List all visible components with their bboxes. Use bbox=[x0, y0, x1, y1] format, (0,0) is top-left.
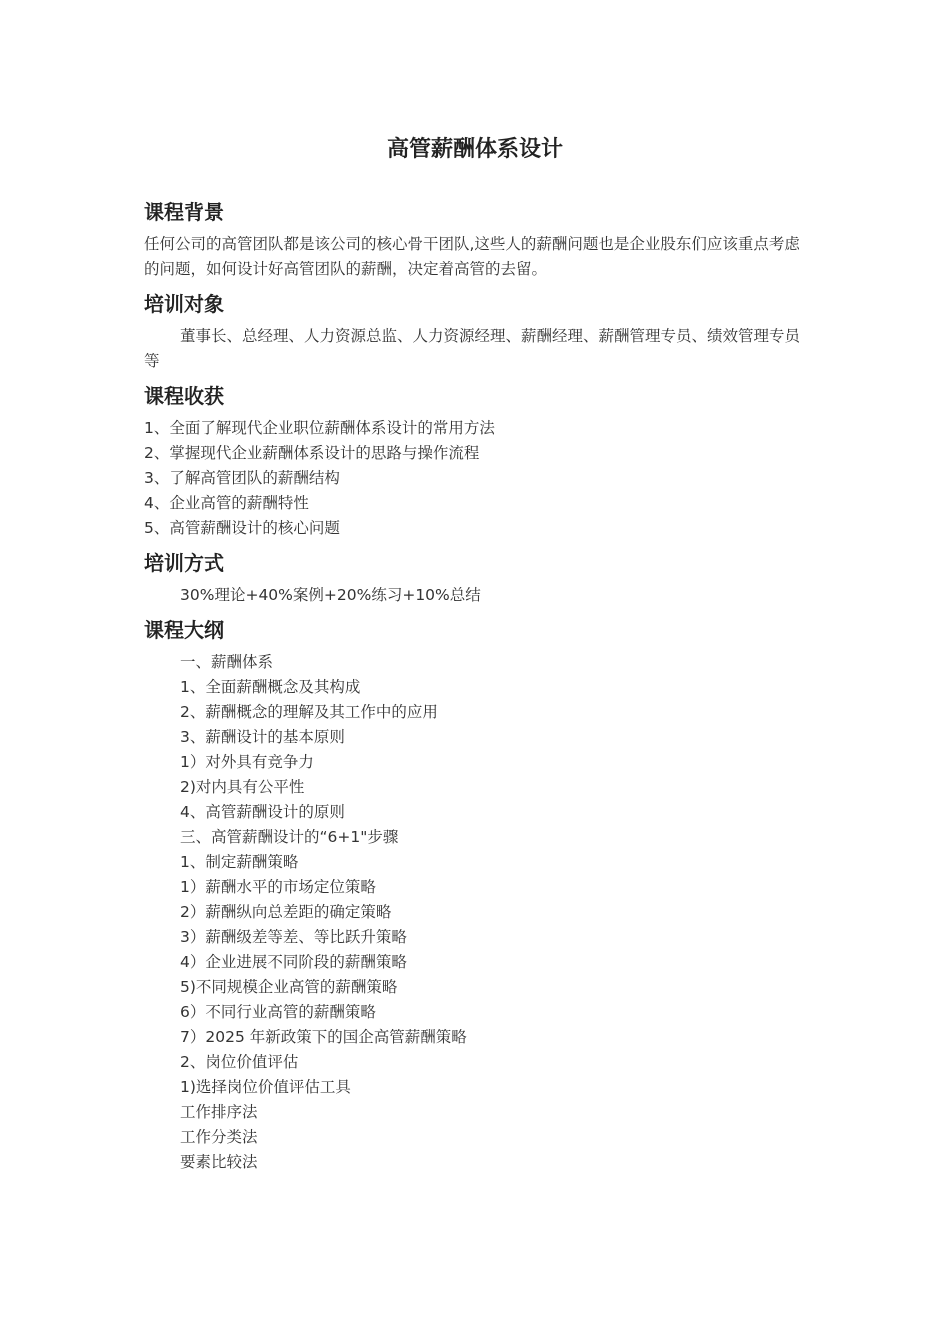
document-title: 高管薪酬体系设计 bbox=[386, 137, 563, 162]
list-item: 1、制定薪酬策略 bbox=[180, 853, 299, 871]
list-item: 一、薪酬体系 bbox=[180, 653, 274, 671]
list-item: 2、岗位价值评估 bbox=[180, 1053, 299, 1071]
heading-background: 课程背景 bbox=[144, 200, 224, 224]
heading-method: 培训方式 bbox=[144, 551, 224, 575]
list-item: 工作排序法 bbox=[180, 1103, 258, 1121]
list-item: 4、企业高管的薪酬特性 bbox=[144, 494, 309, 512]
list-item: 5)不同规模企业高管的薪酬策略 bbox=[180, 978, 398, 996]
list-item: 5、高管薪酬设计的核心问题 bbox=[144, 519, 340, 537]
list-item: 3）薪酬级差等差、等比跃升策略 bbox=[180, 928, 407, 946]
list-item: 1)选择岗位价值评估工具 bbox=[180, 1078, 351, 1096]
list-item: 2)对内具有公平性 bbox=[180, 778, 305, 796]
outline-list bbox=[144, 650, 806, 1175]
list-item: 4）企业进展不同阶段的薪酬策略 bbox=[180, 953, 407, 971]
heading-outcomes: 课程收获 bbox=[144, 384, 224, 408]
list-item: 1）对外具有竞争力 bbox=[180, 753, 314, 771]
list-item: 2）薪酬纵向总差距的确定策略 bbox=[180, 903, 392, 921]
list-item: 6）不同行业高管的薪酬策略 bbox=[180, 1003, 376, 1021]
list-item: 工作分类法 bbox=[180, 1128, 258, 1146]
list-item: 三、高管薪酬设计的“6+1"步骤 bbox=[180, 828, 399, 846]
outcomes-list bbox=[144, 416, 806, 541]
list-item: 7）2025 年新政策下的国企高管薪酬策略 bbox=[180, 1028, 467, 1046]
list-item: 4、高管薪酬设计的原则 bbox=[180, 803, 345, 821]
list-item: 3、了解高管团队的薪酬结构 bbox=[144, 469, 340, 487]
audience-text: 董事长、总经理、人力资源总监、人力资源经理、薪酬经理、薪酬管理专员、绩效管理专员等 bbox=[144, 327, 801, 370]
list-item: 1、全面薪酬概念及其构成 bbox=[180, 678, 361, 696]
list-item: 2、薪酬概念的理解及其工作中的应用 bbox=[180, 703, 438, 721]
heading-outline: 课程大纲 bbox=[144, 618, 224, 642]
heading-audience: 培训对象 bbox=[144, 292, 224, 316]
list-item: 1）薪酬水平的市场定位策略 bbox=[180, 878, 376, 896]
document-body bbox=[144, 196, 806, 1175]
list-item: 2、掌握现代企业薪酬体系设计的思路与操作流程 bbox=[144, 444, 480, 462]
method-text: 30%理论+40%案例+20%练习+10%总结 bbox=[180, 586, 481, 604]
list-item: 1、全面了解现代企业职位薪酬体系设计的常用方法 bbox=[144, 419, 495, 437]
list-item: 要素比较法 bbox=[180, 1153, 258, 1171]
list-item: 3、薪酬设计的基本原则 bbox=[180, 728, 345, 746]
background-text: 任何公司的高管团队都是该公司的核心骨干团队,这些人的薪酬问题也是企业股东们应该重点考虑的问题，如何设计好高管团队的薪酬，决定着高管的去留。 bbox=[144, 235, 800, 278]
